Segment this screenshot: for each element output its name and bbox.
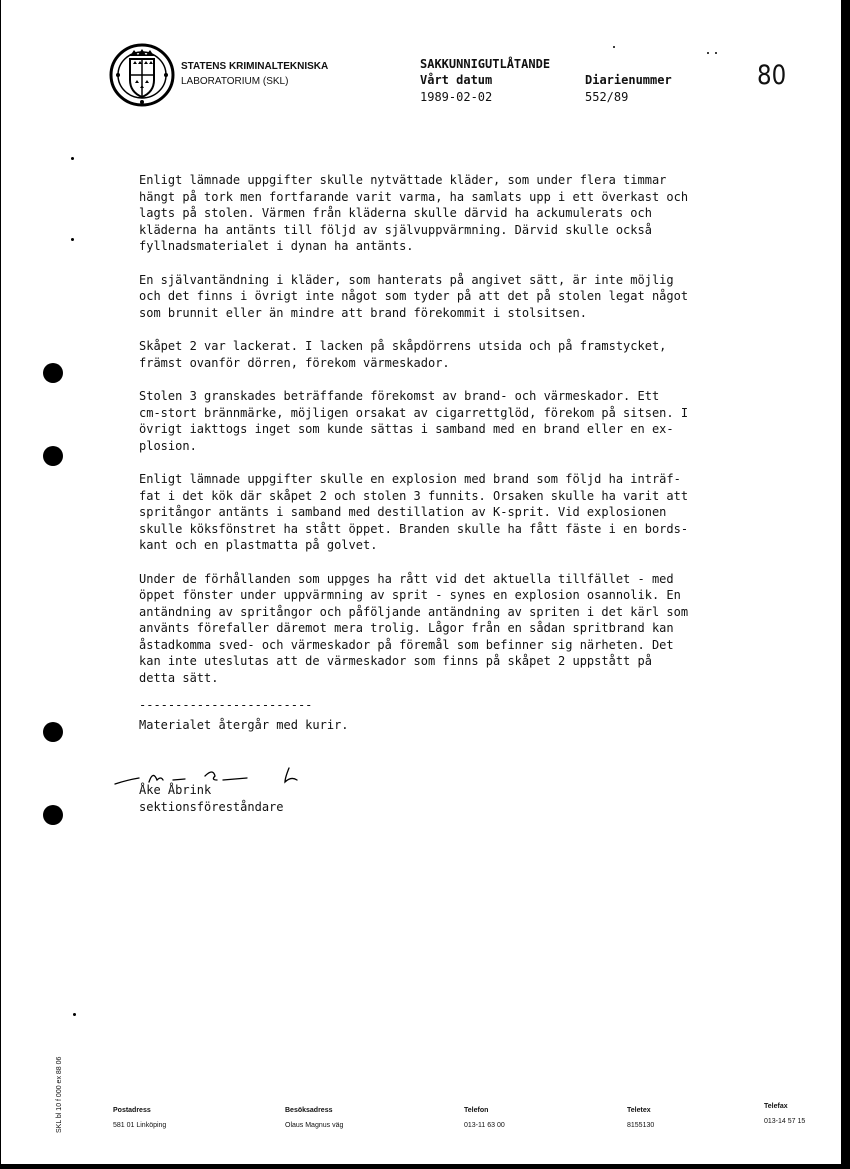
diary-number-value: 552/89 [585, 90, 629, 104]
paragraph: Enligt lämnade uppgifter skulle nytvättade kläder, som under flera timmar hängt på tork men fortfarande varit varma, ha samlats upp i ett överkast och lagts på stolen. Värmen från kläderna skulle därvid ha ackumulerats och kläderna ha antänts till följd av självuppvärmning. Därvid skulle också fyllnadsmaterialet i dynan ha antänts. [139, 173, 689, 253]
punch-hole [43, 363, 63, 383]
speck [71, 157, 74, 160]
date-label: Vårt datum [420, 73, 493, 87]
separator-line: ------------------------ [139, 698, 313, 712]
signer-name: Åke Åbrink [139, 783, 212, 797]
teletex-label: Teletex [627, 1107, 651, 1114]
punch-hole [43, 805, 63, 825]
postal-address-value: 581 01 Linköping [113, 1122, 167, 1129]
form-code: SKL bl 10 f 000 ex 88 06 [56, 1056, 63, 1133]
speck [73, 1013, 76, 1016]
page-number: 80 [757, 60, 787, 91]
side-code-wrapper [56, 1003, 68, 1133]
paragraph: Stolen 3 granskades beträffande förekomst av brand- och värmeskador. Ett cm-stort brännmärke, möjligen orsakat av cigarrettglöd, förekom på sitsen. I övrigt iakttogs inget som kunde sättas i samband med en brand eller en ex- plosion. [139, 389, 689, 453]
punch-hole [43, 446, 63, 466]
punch-hole [43, 722, 63, 742]
teletex-value: 8155130 [627, 1122, 655, 1129]
paragraph: Under de förhållanden som uppges ha rått vid det aktuella tillfället - med öppet fönster under uppvärmning av sprit - synes en explosion osannolik. En antändning av spritångor och påföljande antändning av spriten i det kärl som använts förefaller däremot mera trolig. Lågor från en sådan spritbrand kan åstadkomma sved- och värmeskador på föremål som befinner sig närheten. Det kan inte uteslutas att de värmeskador som finns på skåpet 2 uppstått på detta sätt. [139, 571, 689, 685]
diary-number-label: Diarienummer [585, 73, 672, 87]
speck [715, 52, 717, 54]
speck [707, 52, 709, 54]
document-type: SAKKUNNIGUTLÅTANDE [420, 57, 551, 71]
fax-value: 013-14 57 15 [764, 1118, 806, 1125]
paragraph: Enligt lämnade uppgifter skulle en explosion med brand som följd ha inträf- fat i det kök där skåpet 2 och stolen 3 funnits. Orsaken skulle ha varit att spritångor antänts i samband med destillation av K-sprit. Vid explosionen skulle köksfönstret ha stått öppet. Branden skulle ha fått fäste i en bords- kant och en plastmatta på golvet. [139, 472, 689, 552]
fax-label: Telefax [764, 1103, 788, 1110]
visit-address-value: Olaus Magnus väg [285, 1122, 344, 1129]
speck [613, 46, 615, 48]
paragraph: Skåpet 2 var lackerat. I lacken på skåpdörrens utsida och på framstycket, främst ovanför dörren, förekom värmeskador. [139, 339, 667, 370]
phone-value: 013-11 63 00 [464, 1122, 505, 1129]
paragraph: En självantändning i kläder, som hanterats på angivet sätt, är inte möjlig och det finns i övrigt inte något som tyder på att det på stolen legat något som brunnit eller än mindre att brand förekommit i stolsitsen. [139, 272, 689, 320]
organization-name: STATENS KRIMINALTEKNISKA [181, 61, 329, 72]
postal-address-label: Postadress [113, 1107, 151, 1114]
skl-crest-logo [107, 42, 177, 108]
return-note: Materialet återgår med kurir. [139, 718, 349, 732]
phone-label: Telefon [464, 1107, 489, 1114]
organization-subtitle: LABORATORIUM (SKL) [181, 76, 289, 87]
signer-title: sektionsföreståndare [139, 800, 284, 814]
date-value: 1989-02-02 [420, 90, 493, 104]
document-page [1, 0, 841, 1164]
speck [71, 238, 74, 241]
visit-address-label: Besöksadress [285, 1107, 333, 1114]
document-body [139, 172, 779, 703]
